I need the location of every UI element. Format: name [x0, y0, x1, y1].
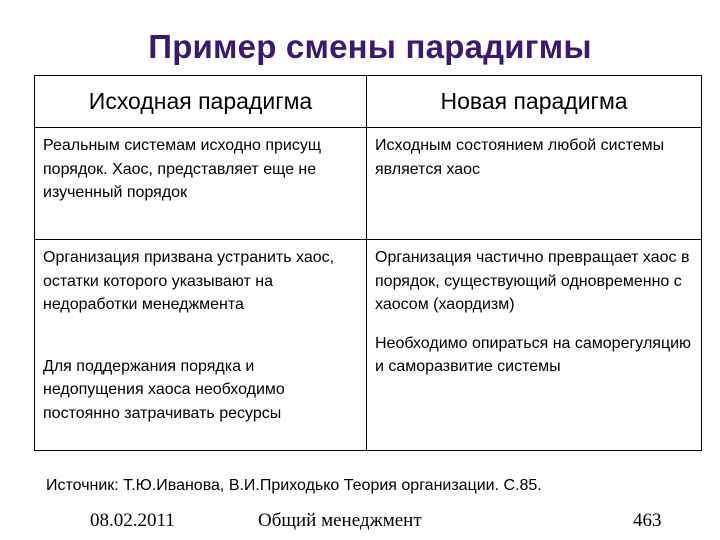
slide-title: Пример смены парадигмы	[148, 28, 592, 65]
cell-text: Исходным состоянием любой системы является хаос	[375, 137, 665, 178]
footer-date: 08.02.2011	[90, 510, 175, 531]
paradigm-table	[34, 75, 702, 451]
cell-text: Для поддержания порядка и недопущения хаоса необходимо постоянно затрачивать ресурсы	[43, 357, 285, 422]
footer-page-number: 463	[633, 510, 662, 531]
cell-text: Организация призвана устранить хаос, остатки которого указывают на недоработки менеджмента	[43, 249, 335, 313]
cell-new-organization	[367, 240, 702, 451]
cell-original-order	[35, 128, 367, 240]
source-citation: Источник: Т.Ю.Иванова, В.И.Приходько Теория организации. С.85.	[46, 477, 542, 494]
cell-original-organization	[35, 240, 367, 451]
cell-text: Организация частично превращает хаос в порядок, существующий одновременно с хаосом (хаордизм)	[375, 249, 690, 313]
header-original-paradigm: Исходная парадигма	[35, 76, 367, 128]
footer-course-name: Общий менеджмент	[258, 510, 422, 531]
cell-text: Реальным системам исходно присущ порядок. Хаос, представляет еще не изученный порядок	[43, 137, 322, 201]
cell-new-chaos	[367, 128, 702, 240]
table-row	[35, 128, 702, 240]
table-header-row	[35, 76, 702, 128]
header-new-paradigm: Новая парадигма	[367, 76, 702, 128]
table-row	[35, 240, 702, 451]
cell-text: Необходимо опираться на саморегуляцию и саморазвитие системы	[375, 334, 692, 375]
